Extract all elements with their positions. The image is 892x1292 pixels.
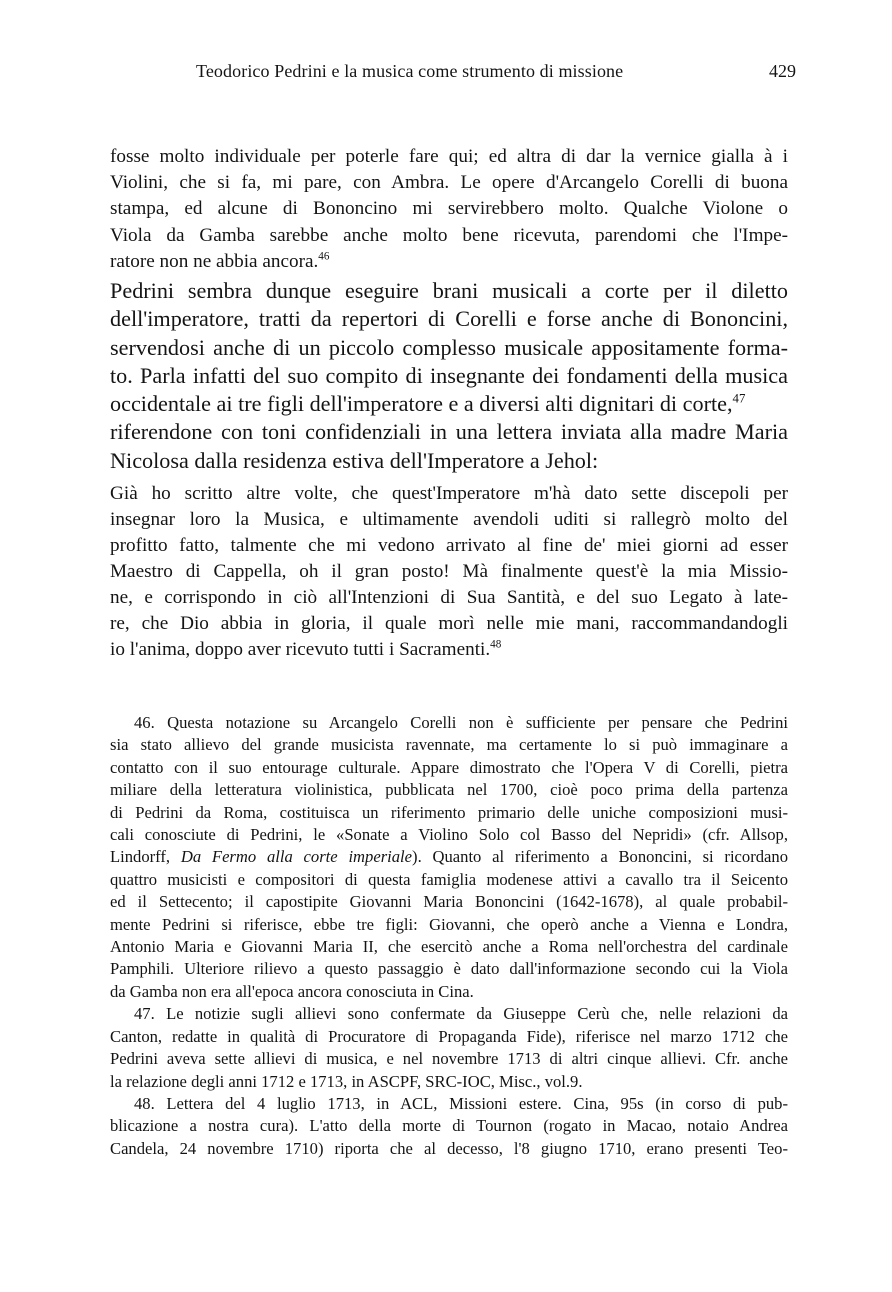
footnote-47 — [110, 1003, 788, 1093]
text-line: Nicolosa dalla residenza estiva dell'Imperatore a Jehol: — [110, 447, 599, 473]
footnote-46 — [110, 712, 788, 1003]
text-line: cali conosciute di Pedrini, le «Sonate a Violino Solo col Basso del Nepridi» (cfr. Allsop, — [110, 825, 788, 845]
text-line: insegnar loro la Musica, e ultimamente avendoli uditi si rallegrò molto del — [110, 509, 788, 530]
text-line-content: io l'anima, doppo aver ricevuto tutti i Sacramenti. — [110, 639, 491, 660]
text-line — [110, 249, 788, 275]
text-line: quattro musicisti e compositori di questa famiglia modenese attivi a cavallo tra il Seicento — [110, 869, 788, 889]
text-line: di Pedrini da Roma, costituisca un riferimento primario delle uniche composizioni musi- — [110, 802, 788, 822]
text-line — [110, 390, 788, 418]
text-line: 48. Lettera del 4 luglio 1713, in ACL, Missioni estere. Cina, 95s (in corso di pub- — [134, 1093, 788, 1113]
text-run: Lindorff, — [110, 847, 181, 867]
text-line: la relazione degli anni 1712 e 1713, in ASCPF, SRC-IOC, Misc., vol.9. — [110, 1071, 583, 1091]
text-line: fosse molto individuale per poterle fare qui; ed altra di dar la vernice gialla à i — [110, 146, 788, 167]
text-line: stampa, ed alcune di Bononcino mi servirebbero molto. Qualche Violone o — [110, 198, 788, 220]
running-title: Teodorico Pedrini e la musica come strumento di missione — [196, 61, 624, 81]
cited-title: Da Fermo alla corte imperiale — [180, 847, 413, 867]
text-line: contatto con il suo entourage culturale. Appare dimostrato che l'Opera V di Corelli, pietra — [110, 757, 788, 777]
text-line: re, che Dio abbia in gloria, il quale morì nelle mie mani, raccommandandogli — [110, 613, 788, 634]
footnotes — [110, 712, 788, 1160]
text-line: dell'imperatore, tratti da repertori di Corelli e forse anche di Bononcini, — [110, 306, 788, 332]
text-line: 47. Le notizie sugli allievi sono confermate da Giuseppe Cerù che, nelle relazioni da — [134, 1004, 788, 1024]
footnote-ref-48[interactable]: 48 — [490, 638, 502, 651]
footnote-ref-46[interactable]: 46 — [318, 250, 330, 263]
text-line-content: ratore non ne abbia ancora. — [110, 250, 319, 272]
text-line: Violini, che si fa, mi pare, con Ambra. Le opere d'Arcangelo Corelli di buona — [110, 172, 788, 194]
text-line: da Gamba non era all'epoca ancora conosciuta in Cina. — [110, 981, 474, 1001]
block-quote-letter-excerpt — [110, 144, 788, 275]
text-line: Candela, 24 novembre 1710) riporta che al decesso, l'8 giugno 1710, erano presenti Teo- — [110, 1138, 788, 1158]
text-line: riferendone con toni confidenziali in una lettera inviata alla madre Maria — [110, 419, 788, 445]
text-line: 46. Questa notazione su Arcangelo Corelli non è sufficiente per pensare che Pedrini — [134, 713, 788, 732]
text-line: Pedrini aveva sette allievi di musica, e nel novembre 1713 di altri cinque allievi. Cfr. anche — [110, 1049, 788, 1069]
text-line: sia stato allievo del grande musicista ravennate, ma certamente lo si può immaginare a — [110, 735, 788, 755]
body-paragraph — [110, 277, 788, 475]
footnote-48 — [110, 1093, 788, 1160]
text-line: to. Parla infatti del suo compito di insegnante dei fondamenti della musica — [110, 362, 788, 388]
text-line: Pedrini sembra dunque eseguire brani musicali a corte per il diletto — [110, 278, 788, 303]
text-line: ne, e corrispondo in ciò all'Intenzioni di Sua Santità, e del suo Legato à late- — [110, 587, 788, 608]
text-line: miliare della letteratura violinistica, pubblicata nel 1700, cioè poco prima della partenza — [110, 780, 788, 800]
block-quote-letter-to-mother — [110, 481, 788, 663]
text-line-content: occidentale ai tre figli dell'imperatore e a diversi alti dignitari di corte, — [110, 391, 733, 417]
text-line: Antonio Maria e Giovanni Maria II, che esercitò anche a Roma nell'orchestra del cardinale — [110, 937, 788, 957]
text-line: ed il Settecento; il capostipite Giovanni Maria Bononcini (1642-1678), al quale probabil- — [110, 892, 788, 912]
text-line: mente Pedrini si riferisce, ebbe tre figli: Giovanni, che operò anche a Vienna e Londra, — [110, 914, 788, 934]
footnote-ref-47[interactable]: 47 — [732, 391, 746, 406]
text-line: Canton, redatte in qualità di Procuratore di Propaganda Fide), riferisce nel marzo 1712 che — [110, 1026, 788, 1046]
text-line: servendosi anche di un piccolo complesso musicale appositamente forma- — [110, 334, 788, 360]
text-line — [110, 637, 788, 663]
text-run: ). Quanto al riferimento a Bononcini, si ricordano — [412, 847, 788, 867]
text-line — [110, 846, 788, 868]
text-line: Maestro di Cappella, oh il gran posto! Mà finalmente quest'è la mia Missio- — [110, 561, 788, 582]
text-line: Pamphili. Ulteriore rilievo a questo passaggio è dato dall'informazione secondo cui la Viola — [110, 959, 788, 979]
text-line: Viola da Gamba sarebbe anche molto bene ricevuta, parendomi che l'Impe- — [110, 224, 788, 246]
page-number: 429 — [769, 61, 796, 81]
text-line: Già ho scritto altre volte, che quest'Imperatore m'hà dato sette discepoli per — [110, 483, 788, 504]
text-line: blicazione a nostra cura). L'atto della morte di Tournon (rogato in Macao, notaio Andrea — [110, 1116, 788, 1136]
text-line: profitto fatto, talmente che mi vedono arrivato al fine de' miei giorni ad esser — [110, 535, 788, 556]
